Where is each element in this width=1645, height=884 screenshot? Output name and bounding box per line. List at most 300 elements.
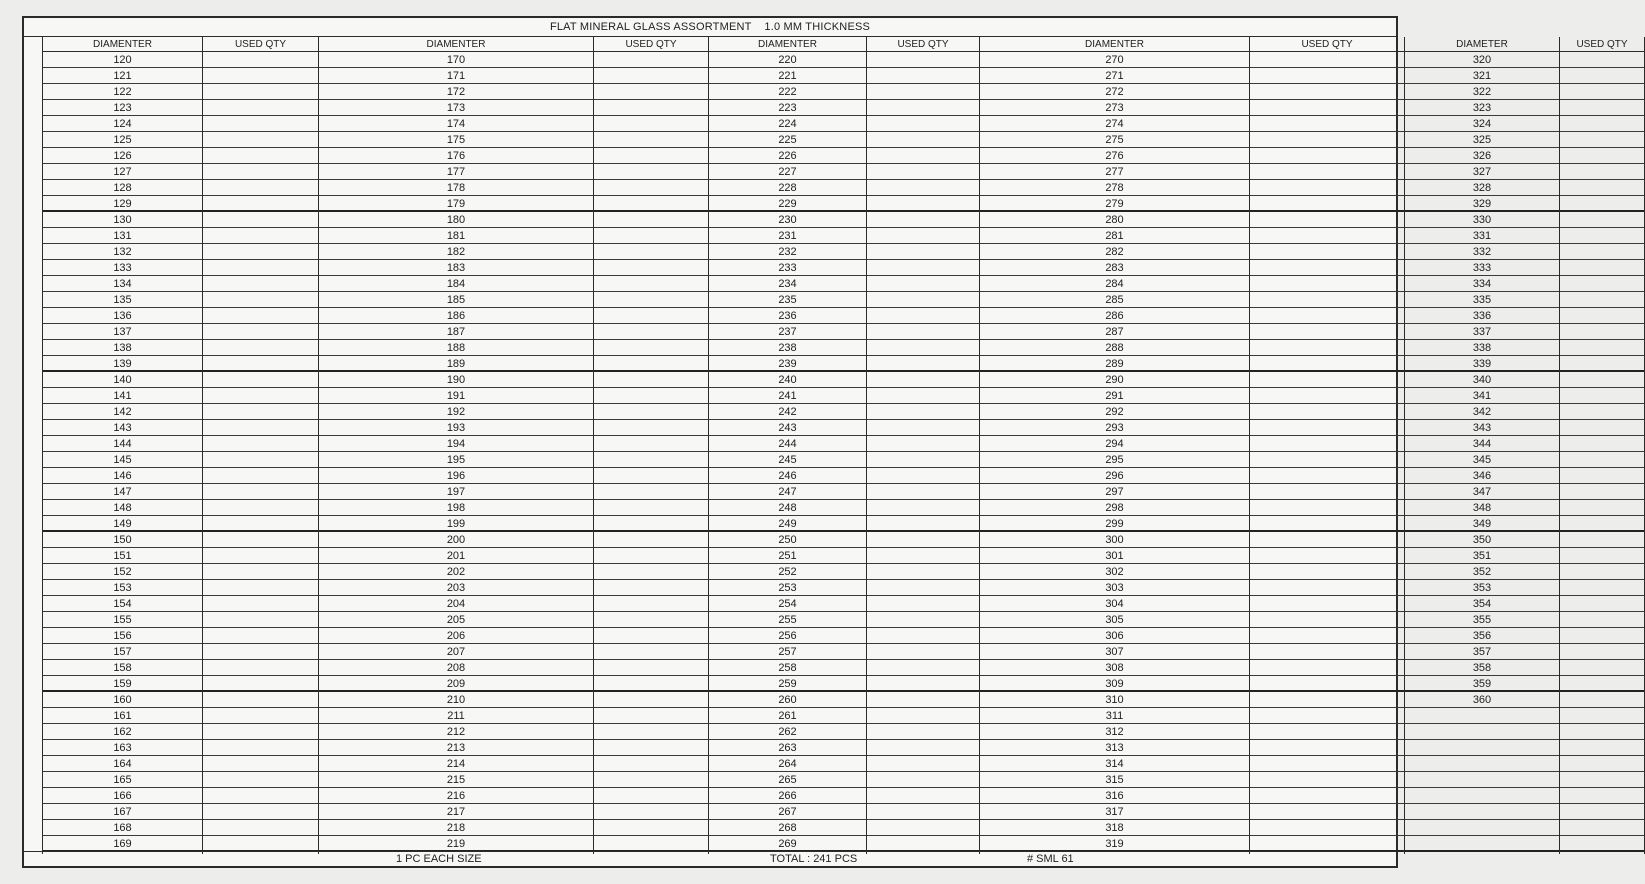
used-qty-cell[interactable]	[867, 468, 979, 484]
used-qty-cell[interactable]	[1560, 580, 1644, 596]
used-qty-cell[interactable]	[203, 532, 318, 548]
used-qty-cell[interactable]	[594, 644, 708, 660]
used-qty-cell[interactable]	[867, 516, 979, 532]
footer-total: TOTAL : 241 PCS	[770, 853, 858, 865]
diameter-cell: 260	[709, 692, 866, 708]
used-qty-cell[interactable]	[594, 676, 708, 692]
used-qty-cell[interactable]	[594, 308, 708, 324]
used-qty-cell[interactable]	[203, 724, 318, 740]
diameter-cell: 313	[980, 740, 1249, 756]
used-qty-cell[interactable]	[867, 836, 979, 852]
used-qty-cell[interactable]	[594, 148, 708, 164]
used-qty-cell[interactable]	[1250, 628, 1404, 644]
used-qty-cell[interactable]	[594, 436, 708, 452]
used-qty-cell[interactable]	[867, 724, 979, 740]
used-qty-cell[interactable]	[594, 100, 708, 116]
used-qty-cell[interactable]	[867, 644, 979, 660]
used-qty-cell[interactable]	[1560, 788, 1644, 804]
used-qty-cell[interactable]	[867, 708, 979, 724]
used-qty-cell[interactable]	[203, 292, 318, 308]
used-qty-cell[interactable]	[1250, 340, 1404, 356]
used-qty-cell[interactable]	[1250, 756, 1404, 772]
used-qty-cell[interactable]	[1560, 372, 1644, 388]
used-qty-cell[interactable]	[594, 452, 708, 468]
used-qty-cell[interactable]	[1250, 356, 1404, 372]
used-qty-cell[interactable]	[1560, 388, 1644, 404]
used-qty-cell[interactable]	[1250, 260, 1404, 276]
used-qty-cell[interactable]	[594, 340, 708, 356]
used-qty-column	[1250, 37, 1405, 854]
used-qty-cell[interactable]	[867, 276, 979, 292]
used-qty-cell[interactable]	[867, 820, 979, 836]
used-qty-cell[interactable]	[1250, 276, 1404, 292]
used-qty-cell[interactable]	[1250, 308, 1404, 324]
used-qty-cell[interactable]	[1250, 436, 1404, 452]
used-qty-cell[interactable]	[203, 100, 318, 116]
used-qty-cell[interactable]	[594, 52, 708, 68]
used-qty-cell[interactable]	[867, 52, 979, 68]
used-qty-cell[interactable]	[1560, 564, 1644, 580]
used-qty-cell[interactable]	[867, 692, 979, 708]
used-qty-cell[interactable]	[594, 788, 708, 804]
used-qty-cell[interactable]	[594, 132, 708, 148]
used-qty-cell[interactable]	[867, 452, 979, 468]
used-qty-cell[interactable]	[867, 756, 979, 772]
used-qty-cell[interactable]	[867, 788, 979, 804]
used-qty-cell[interactable]	[1560, 228, 1644, 244]
diameter-cell: 174	[319, 116, 593, 132]
used-qty-cell[interactable]	[1560, 596, 1644, 612]
used-qty-cell[interactable]	[594, 804, 708, 820]
used-qty-cell[interactable]	[594, 468, 708, 484]
used-qty-cell[interactable]	[867, 628, 979, 644]
diameter-cell: 143	[43, 420, 202, 436]
used-qty-cell[interactable]	[594, 708, 708, 724]
used-qty-cell[interactable]	[1560, 436, 1644, 452]
used-qty-cell[interactable]	[867, 612, 979, 628]
used-qty-cell[interactable]	[203, 116, 318, 132]
used-qty-cell[interactable]	[203, 84, 318, 100]
used-qty-cell[interactable]	[1560, 500, 1644, 516]
used-qty-cell[interactable]	[594, 292, 708, 308]
used-qty-cell[interactable]	[203, 548, 318, 564]
used-qty-cell[interactable]	[1250, 564, 1404, 580]
used-qty-cell[interactable]	[1560, 676, 1644, 692]
used-qty-cell[interactable]	[867, 260, 979, 276]
used-qty-cell[interactable]	[203, 692, 318, 708]
diameter-cell: 133	[43, 260, 202, 276]
diameter-cell: 318	[980, 820, 1249, 836]
used-qty-cell[interactable]	[1560, 116, 1644, 132]
used-qty-cell[interactable]	[1250, 500, 1404, 516]
used-qty-cell[interactable]	[1250, 612, 1404, 628]
used-qty-cell[interactable]	[867, 388, 979, 404]
used-qty-cell[interactable]	[1250, 372, 1404, 388]
diameter-cell: 207	[319, 644, 593, 660]
used-qty-cell[interactable]	[1560, 196, 1644, 212]
used-qty-cell[interactable]	[1250, 804, 1404, 820]
used-qty-cell[interactable]	[594, 196, 708, 212]
used-qty-cell[interactable]	[594, 724, 708, 740]
diameter-cell: 268	[709, 820, 866, 836]
diameter-cell: 193	[319, 420, 593, 436]
diameter-cell: 347	[1405, 484, 1559, 500]
used-qty-cell[interactable]	[203, 52, 318, 68]
used-qty-cell[interactable]	[594, 324, 708, 340]
diameter-cell: 222	[709, 84, 866, 100]
used-qty-cell[interactable]	[594, 228, 708, 244]
used-qty-cell[interactable]	[1560, 308, 1644, 324]
used-qty-cell[interactable]	[1250, 452, 1404, 468]
diameter-cell: 162	[43, 724, 202, 740]
used-qty-cell[interactable]	[203, 308, 318, 324]
used-qty-cell[interactable]	[594, 404, 708, 420]
used-qty-cell[interactable]	[203, 436, 318, 452]
used-qty-cell[interactable]	[1560, 756, 1644, 772]
used-qty-cell[interactable]	[1560, 276, 1644, 292]
used-qty-cell[interactable]	[867, 228, 979, 244]
diameter-cell: 184	[319, 276, 593, 292]
diameter-cell: 343	[1405, 420, 1559, 436]
used-qty-cell[interactable]	[1250, 820, 1404, 836]
used-qty-cell[interactable]	[867, 580, 979, 596]
used-qty-column	[1560, 37, 1645, 854]
used-qty-cell[interactable]	[1250, 468, 1404, 484]
used-qty-cell[interactable]	[203, 148, 318, 164]
used-qty-cell[interactable]	[594, 500, 708, 516]
used-qty-cell[interactable]	[1250, 644, 1404, 660]
used-qty-cell[interactable]	[867, 164, 979, 180]
used-qty-cell[interactable]	[1250, 324, 1404, 340]
used-qty-cell[interactable]	[1250, 484, 1404, 500]
used-qty-cell[interactable]	[867, 564, 979, 580]
diameter-cell: 280	[980, 212, 1249, 228]
diameter-cell: 243	[709, 420, 866, 436]
used-qty-cell[interactable]	[1250, 228, 1404, 244]
used-qty-cell[interactable]	[1560, 340, 1644, 356]
diameter-column	[709, 37, 867, 854]
used-qty-header: USED QTY	[1250, 37, 1404, 52]
used-qty-cell[interactable]	[867, 340, 979, 356]
used-qty-cell[interactable]	[203, 772, 318, 788]
used-qty-cell[interactable]	[1560, 420, 1644, 436]
used-qty-cell[interactable]	[594, 756, 708, 772]
used-qty-cell[interactable]	[1560, 52, 1644, 68]
used-qty-cell[interactable]	[1560, 628, 1644, 644]
diameter-cell: 300	[980, 532, 1249, 548]
used-qty-cell[interactable]	[1250, 84, 1404, 100]
used-qty-cell[interactable]	[594, 84, 708, 100]
used-qty-cell[interactable]	[1250, 532, 1404, 548]
diameter-cell: 126	[43, 148, 202, 164]
diameter-cell: 348	[1405, 500, 1559, 516]
diameter-cell: 189	[319, 356, 593, 372]
diameter-cell: 259	[709, 676, 866, 692]
used-qty-cell[interactable]	[203, 68, 318, 84]
used-qty-cell[interactable]	[867, 676, 979, 692]
used-qty-cell[interactable]	[594, 68, 708, 84]
sheet-title: FLAT MINERAL GLASS ASSORTMENT 1.0 MM THICKNESS	[24, 18, 1396, 37]
used-qty-cell[interactable]	[1560, 612, 1644, 628]
used-qty-cell[interactable]	[867, 420, 979, 436]
used-qty-cell[interactable]	[1250, 132, 1404, 148]
used-qty-cell[interactable]	[867, 404, 979, 420]
used-qty-cell[interactable]	[203, 564, 318, 580]
used-qty-cell[interactable]	[867, 324, 979, 340]
used-qty-cell[interactable]	[203, 228, 318, 244]
used-qty-cell[interactable]	[1250, 388, 1404, 404]
used-qty-cell[interactable]	[1560, 244, 1644, 260]
used-qty-cell[interactable]	[1560, 468, 1644, 484]
used-qty-cell[interactable]	[1250, 708, 1404, 724]
diameter-cell: 200	[319, 532, 593, 548]
used-qty-cell[interactable]	[1250, 52, 1404, 68]
used-qty-cell[interactable]	[1560, 836, 1644, 852]
used-qty-cell[interactable]	[1250, 292, 1404, 308]
used-qty-cell[interactable]	[594, 692, 708, 708]
diameter-cell: 192	[319, 404, 593, 420]
used-qty-cell[interactable]	[867, 308, 979, 324]
diameter-cell: 326	[1405, 148, 1559, 164]
used-qty-cell[interactable]	[867, 532, 979, 548]
used-qty-cell[interactable]	[203, 516, 318, 532]
diameter-cell: 349	[1405, 516, 1559, 532]
used-qty-cell[interactable]	[1560, 820, 1644, 836]
used-qty-cell[interactable]	[594, 564, 708, 580]
used-qty-cell[interactable]	[594, 484, 708, 500]
used-qty-cell[interactable]	[1560, 132, 1644, 148]
used-qty-cell[interactable]	[1560, 68, 1644, 84]
used-qty-cell[interactable]	[203, 452, 318, 468]
used-qty-cell[interactable]	[203, 132, 318, 148]
used-qty-cell[interactable]	[867, 132, 979, 148]
used-qty-cell[interactable]	[594, 820, 708, 836]
used-qty-cell[interactable]	[1560, 180, 1644, 196]
used-qty-cell[interactable]	[867, 212, 979, 228]
diameter-cell	[1405, 836, 1559, 852]
used-qty-cell[interactable]	[1250, 772, 1404, 788]
diameter-cell: 302	[980, 564, 1249, 580]
used-qty-cell[interactable]	[1250, 180, 1404, 196]
used-qty-cell[interactable]	[867, 372, 979, 388]
used-qty-cell[interactable]	[203, 340, 318, 356]
used-qty-cell[interactable]	[203, 372, 318, 388]
used-qty-cell[interactable]	[1250, 164, 1404, 180]
used-qty-cell[interactable]	[867, 804, 979, 820]
used-qty-cell[interactable]	[1560, 532, 1644, 548]
used-qty-cell[interactable]	[594, 372, 708, 388]
diameter-cell: 155	[43, 612, 202, 628]
diameter-cell: 239	[709, 356, 866, 372]
used-qty-cell[interactable]	[594, 388, 708, 404]
used-qty-cell[interactable]	[1250, 404, 1404, 420]
used-qty-cell[interactable]	[203, 660, 318, 676]
used-qty-cell[interactable]	[594, 612, 708, 628]
used-qty-cell[interactable]	[594, 596, 708, 612]
used-qty-cell[interactable]	[1560, 772, 1644, 788]
diameter-cell: 120	[43, 52, 202, 68]
diameter-cell: 310	[980, 692, 1249, 708]
used-qty-cell[interactable]	[867, 68, 979, 84]
used-qty-cell[interactable]	[1560, 324, 1644, 340]
used-qty-cell[interactable]	[1560, 740, 1644, 756]
used-qty-cell[interactable]	[867, 548, 979, 564]
used-qty-cell[interactable]	[203, 500, 318, 516]
diameter-cell: 212	[319, 724, 593, 740]
used-qty-cell[interactable]	[1250, 420, 1404, 436]
used-qty-cell[interactable]	[203, 628, 318, 644]
used-qty-cell[interactable]	[203, 260, 318, 276]
diameter-cell: 205	[319, 612, 593, 628]
used-qty-cell[interactable]	[203, 420, 318, 436]
used-qty-cell[interactable]	[203, 276, 318, 292]
used-qty-cell[interactable]	[203, 788, 318, 804]
diameter-cell: 293	[980, 420, 1249, 436]
used-qty-cell[interactable]	[594, 532, 708, 548]
diameter-cell: 319	[980, 836, 1249, 852]
used-qty-cell[interactable]	[1560, 548, 1644, 564]
used-qty-cell[interactable]	[203, 612, 318, 628]
used-qty-cell[interactable]	[594, 164, 708, 180]
used-qty-cell[interactable]	[1250, 788, 1404, 804]
used-qty-cell[interactable]	[1250, 660, 1404, 676]
used-qty-cell[interactable]	[1250, 548, 1404, 564]
used-qty-cell[interactable]	[1560, 84, 1644, 100]
used-qty-cell[interactable]	[1560, 356, 1644, 372]
diameter-cell: 130	[43, 212, 202, 228]
used-qty-cell[interactable]	[594, 772, 708, 788]
used-qty-cell[interactable]	[1250, 68, 1404, 84]
used-qty-cell[interactable]	[203, 404, 318, 420]
used-qty-cell[interactable]	[867, 84, 979, 100]
used-qty-cell[interactable]	[1560, 644, 1644, 660]
used-qty-cell[interactable]	[203, 708, 318, 724]
used-qty-cell[interactable]	[594, 548, 708, 564]
used-qty-cell[interactable]	[867, 244, 979, 260]
used-qty-cell[interactable]	[203, 676, 318, 692]
diameter-cell: 187	[319, 324, 593, 340]
used-qty-cell[interactable]	[203, 468, 318, 484]
diameter-cell: 178	[319, 180, 593, 196]
used-qty-cell[interactable]	[1560, 148, 1644, 164]
used-qty-cell[interactable]	[867, 740, 979, 756]
used-qty-cell[interactable]	[867, 100, 979, 116]
used-qty-cell[interactable]	[867, 772, 979, 788]
used-qty-cell[interactable]	[867, 596, 979, 612]
used-qty-cell[interactable]	[1250, 100, 1404, 116]
used-qty-cell[interactable]	[1250, 516, 1404, 532]
used-qty-cell[interactable]	[203, 836, 318, 852]
used-qty-cell[interactable]	[203, 212, 318, 228]
used-qty-cell[interactable]	[203, 356, 318, 372]
used-qty-cell[interactable]	[1560, 404, 1644, 420]
used-qty-cell[interactable]	[867, 500, 979, 516]
used-qty-cell[interactable]	[594, 260, 708, 276]
used-qty-cell[interactable]	[203, 644, 318, 660]
used-qty-cell[interactable]	[1560, 660, 1644, 676]
used-qty-cell[interactable]	[1560, 100, 1644, 116]
diameter-cell: 262	[709, 724, 866, 740]
used-qty-cell[interactable]	[203, 580, 318, 596]
used-qty-cell[interactable]	[1250, 148, 1404, 164]
used-qty-cell[interactable]	[594, 356, 708, 372]
used-qty-cell[interactable]	[1560, 804, 1644, 820]
used-qty-cell[interactable]	[867, 292, 979, 308]
used-qty-cell[interactable]	[594, 516, 708, 532]
used-qty-cell[interactable]	[1250, 244, 1404, 260]
used-qty-cell[interactable]	[203, 820, 318, 836]
used-qty-cell[interactable]	[203, 596, 318, 612]
used-qty-cell[interactable]	[203, 804, 318, 820]
used-qty-cell[interactable]	[1560, 452, 1644, 468]
used-qty-cell[interactable]	[594, 628, 708, 644]
used-qty-cell[interactable]	[1250, 116, 1404, 132]
used-qty-cell[interactable]	[1250, 740, 1404, 756]
used-qty-cell[interactable]	[594, 836, 708, 852]
used-qty-cell[interactable]	[594, 580, 708, 596]
used-qty-cell[interactable]	[1250, 196, 1404, 212]
used-qty-cell[interactable]	[867, 196, 979, 212]
used-qty-cell[interactable]	[1250, 676, 1404, 692]
used-qty-cell[interactable]	[203, 740, 318, 756]
used-qty-cell[interactable]	[867, 356, 979, 372]
used-qty-cell[interactable]	[1250, 724, 1404, 740]
used-qty-cell[interactable]	[594, 740, 708, 756]
diameter-cell: 134	[43, 276, 202, 292]
used-qty-cell[interactable]	[203, 388, 318, 404]
used-qty-cell[interactable]	[1560, 484, 1644, 500]
used-qty-cell[interactable]	[867, 116, 979, 132]
diameter-cell	[1405, 820, 1559, 836]
diameter-header: DIAMENTER	[319, 37, 593, 52]
used-qty-cell[interactable]	[867, 180, 979, 196]
diameter-cell: 177	[319, 164, 593, 180]
diameter-cell: 235	[709, 292, 866, 308]
used-qty-cell[interactable]	[594, 212, 708, 228]
used-qty-cell[interactable]	[594, 244, 708, 260]
used-qty-cell[interactable]	[1560, 692, 1644, 708]
used-qty-cell[interactable]	[1560, 516, 1644, 532]
used-qty-cell[interactable]	[203, 180, 318, 196]
used-qty-cell[interactable]	[594, 116, 708, 132]
used-qty-cell[interactable]	[594, 420, 708, 436]
used-qty-cell[interactable]	[1250, 212, 1404, 228]
used-qty-cell[interactable]	[203, 756, 318, 772]
used-qty-cell[interactable]	[1560, 724, 1644, 740]
used-qty-cell[interactable]	[867, 436, 979, 452]
used-qty-cell[interactable]	[203, 324, 318, 340]
used-qty-cell[interactable]	[203, 164, 318, 180]
used-qty-cell[interactable]	[1250, 692, 1404, 708]
used-qty-cell[interactable]	[1560, 708, 1644, 724]
used-qty-cell[interactable]	[867, 148, 979, 164]
used-qty-cell[interactable]	[594, 276, 708, 292]
used-qty-cell[interactable]	[594, 660, 708, 676]
used-qty-cell[interactable]	[594, 180, 708, 196]
used-qty-cell[interactable]	[1560, 292, 1644, 308]
used-qty-cell[interactable]	[203, 196, 318, 212]
used-qty-cell[interactable]	[867, 660, 979, 676]
used-qty-cell[interactable]	[1250, 580, 1404, 596]
used-qty-cell[interactable]	[1560, 164, 1644, 180]
used-qty-cell[interactable]	[867, 484, 979, 500]
used-qty-cell[interactable]	[1560, 212, 1644, 228]
used-qty-cell[interactable]	[203, 244, 318, 260]
used-qty-cell[interactable]	[1560, 260, 1644, 276]
used-qty-cell[interactable]	[1250, 596, 1404, 612]
used-qty-cell[interactable]	[203, 484, 318, 500]
used-qty-cell[interactable]	[1250, 836, 1404, 852]
